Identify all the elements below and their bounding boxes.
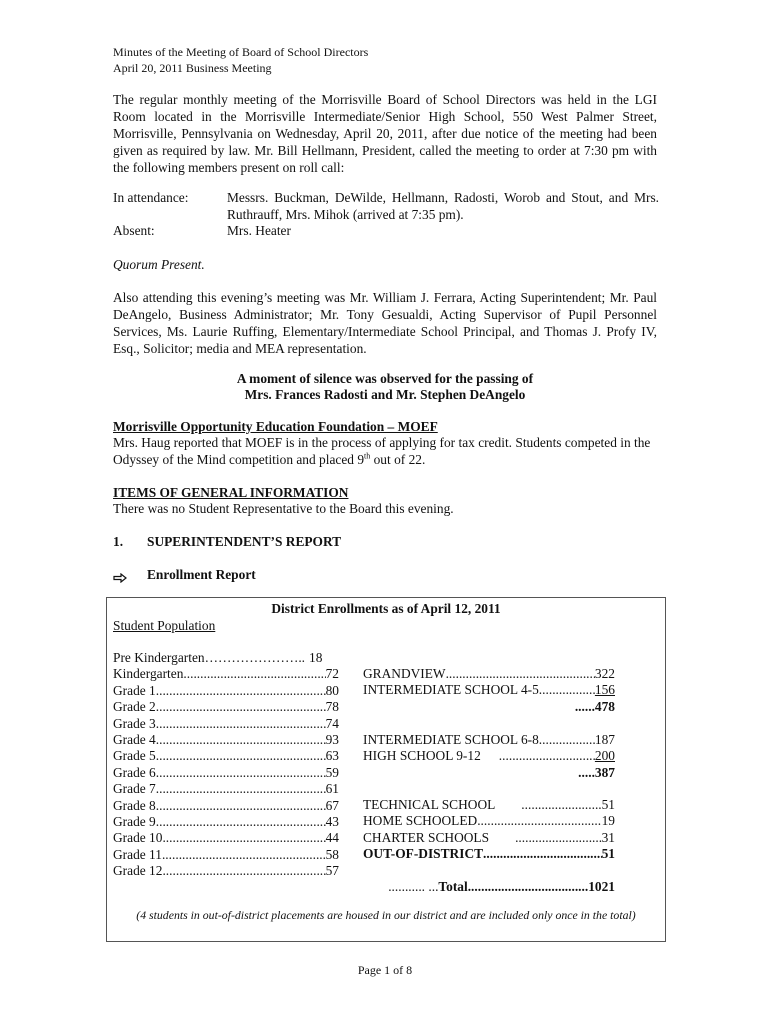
- absent-label: Absent:: [113, 223, 155, 238]
- grade-value: 80: [325, 682, 339, 698]
- moef-text-b: out of 22.: [370, 452, 426, 467]
- absent-members: Mrs. Heater: [227, 223, 291, 238]
- subtotal-secondary: .....387: [578, 764, 615, 780]
- grade-row: [113, 666, 339, 682]
- grade-label: Kindergarten: [113, 666, 184, 682]
- silence-line-1: A moment of silence was observed for the passing of: [236, 371, 534, 386]
- school-value: 200: [594, 748, 615, 764]
- grade-label: Grade 1: [113, 682, 156, 698]
- grade-label: Grade 12: [113, 863, 163, 879]
- quorum-text: Quorum Present.: [113, 257, 205, 272]
- grade-row: [113, 830, 339, 846]
- total-prefix: ........... ...: [388, 879, 439, 894]
- grade-label: Grade 10: [113, 830, 163, 846]
- attendance-members: Messrs. Buckman, DeWilde, Hellmann, Radosti, Worob and Stout, and Mrs. Ruthrauff, Mrs. Mihok (arrived at 7:35 pm).: [227, 190, 659, 222]
- grade-label: Grade 7: [113, 781, 156, 797]
- grade-value: 63: [325, 748, 339, 764]
- grade-label: Grade 4: [113, 731, 156, 747]
- grade-value: 57: [325, 863, 339, 879]
- grade-value: 43: [325, 813, 339, 829]
- grade-value: 44: [325, 830, 339, 846]
- hand-arrow-icon: [113, 568, 127, 585]
- general-info-heading: ITEMS OF GENERAL INFORMATION: [113, 485, 349, 500]
- enrollment-note: (4 students in out-of-district placements are housed in our district and are included only once in the total): [136, 908, 636, 922]
- grade-label: Grade 8: [113, 797, 156, 813]
- grade-value: 67: [325, 797, 339, 813]
- grade-value: 78: [325, 699, 339, 715]
- grade-value: 93: [325, 731, 339, 747]
- elementary-schools: [363, 666, 615, 715]
- school-row: [363, 748, 615, 764]
- grade-value: 59: [325, 764, 339, 780]
- grade-row: [113, 814, 339, 830]
- also-attending-paragraph: Also attending this evening’s meeting was Mr. William J. Ferrara, Acting Superintendent; Mr. Paul DeAngelo, Business Administrator; Mr. Tony Gesualdi, Acting Supervisor of Pupil Personnel Services, Ms. Laurie Ruffing, Elementary/Intermediate School Principal, and Thomas J. Profy IV, Esq., Solicitor; media and MEA representation.: [113, 290, 657, 356]
- total-value: 1021: [588, 879, 615, 894]
- grade-label: Grade 5: [113, 748, 156, 764]
- student-population-label: Student Population: [113, 618, 216, 633]
- section-number: 1.: [113, 534, 124, 549]
- grade-value: 72: [325, 666, 339, 682]
- grade-label: Grade 6: [113, 764, 156, 780]
- grade-label: Grade 2: [113, 699, 156, 715]
- general-info-text: There was no Student Representative to the Board this evening.: [113, 501, 454, 516]
- grade-row: [113, 798, 339, 814]
- grade-row: [113, 781, 339, 797]
- school-label: TECHNICAL SCHOOL: [363, 797, 496, 812]
- grade-row: [113, 699, 339, 715]
- header-line-1: Minutes of the Meeting of Board of School Directors: [113, 45, 369, 59]
- school-row: [363, 682, 615, 698]
- school-value: 31: [601, 829, 615, 845]
- header-line-2: April 20, 2011 Business Meeting: [113, 61, 272, 75]
- school-label: OUT-OF-DISTRICT: [363, 846, 484, 862]
- grade-row: [113, 732, 339, 748]
- grade-label: Grade 9: [113, 813, 156, 829]
- grade-label: Grade 3: [113, 715, 156, 731]
- grade-value: 18: [309, 650, 323, 665]
- school-value: 51: [601, 846, 615, 862]
- school-row: [363, 797, 615, 813]
- moef-superscript: th: [364, 451, 371, 461]
- school-value: 19: [601, 813, 615, 829]
- school-value: 156: [594, 682, 615, 698]
- intro-paragraph: The regular monthly meeting of the Morrisville Board of School Directors was held in the LGI Room located in the Morrisville Intermediate/Senior High School, 550 West Palmer Street, Morrisville, Pennsylvania on Wednesday, April 20, 2011, after due notice of the meeting had been given as required by law. Mr. Bill Hellmann, President, called the meeting to order at 7:30 pm with the following members present on roll call:: [113, 92, 657, 175]
- grade-row: [113, 847, 339, 863]
- grade-row: [113, 863, 339, 879]
- moef-heading: Morrisville Opportunity Education Foundation – MOEF: [113, 419, 438, 434]
- total-dots: ....................................: [467, 879, 589, 894]
- secondary-schools: [363, 732, 615, 781]
- school-label: INTERMEDIATE SCHOOL 6-8: [363, 732, 539, 747]
- enrollment-report-title: Enrollment Report: [147, 567, 256, 582]
- page-number: Page 1 of 8: [357, 963, 413, 977]
- school-row: [363, 813, 615, 829]
- silence-line-2: Mrs. Frances Radosti and Mr. Stephen DeAngelo: [244, 387, 526, 402]
- grade-label: Pre Kindergarten…………………..: [113, 650, 306, 665]
- school-label: GRANDVIEW: [363, 666, 446, 681]
- grade-list: [113, 650, 339, 879]
- total-row: [369, 879, 615, 895]
- section-title: SUPERINTENDENT’S REPORT: [147, 534, 342, 549]
- grade-row: [113, 765, 339, 781]
- grade-row: [113, 716, 339, 732]
- school-label: HIGH SCHOOL 9-12: [363, 748, 481, 764]
- other-placements: [363, 797, 615, 863]
- grade-label: Grade 11: [113, 846, 162, 862]
- enrollment-table: [106, 597, 666, 942]
- school-label: CHARTER SCHOOLS: [363, 829, 490, 845]
- school-row: [363, 846, 615, 862]
- grade-row: [113, 748, 339, 764]
- attendance-label: In attendance:: [113, 190, 189, 205]
- school-row: [363, 732, 615, 748]
- grade-value: 74: [325, 715, 339, 731]
- moef-paragraph: [113, 434, 657, 468]
- enrollment-title: District Enrollments as of April 12, 2011: [271, 601, 501, 616]
- total-label: Total: [438, 879, 468, 894]
- school-row: [363, 666, 615, 682]
- moef-text-a: Mrs. Haug reported that MOEF is in the process of applying for tax credit. Students competed in the Odyssey of the Mind competition and placed 9: [113, 435, 651, 467]
- grade-row: [113, 650, 339, 666]
- school-value: 322: [594, 666, 615, 681]
- school-value: 51: [601, 797, 615, 812]
- grade-value: 61: [325, 781, 339, 797]
- grade-row: [113, 683, 339, 699]
- grade-value: 58: [325, 846, 339, 862]
- school-label: HOME SCHOOLED: [363, 813, 478, 829]
- school-label: INTERMEDIATE SCHOOL 4-5: [363, 682, 539, 698]
- school-value: 187: [594, 732, 615, 747]
- subtotal-elementary: ......478: [574, 698, 615, 714]
- school-row: [363, 830, 615, 846]
